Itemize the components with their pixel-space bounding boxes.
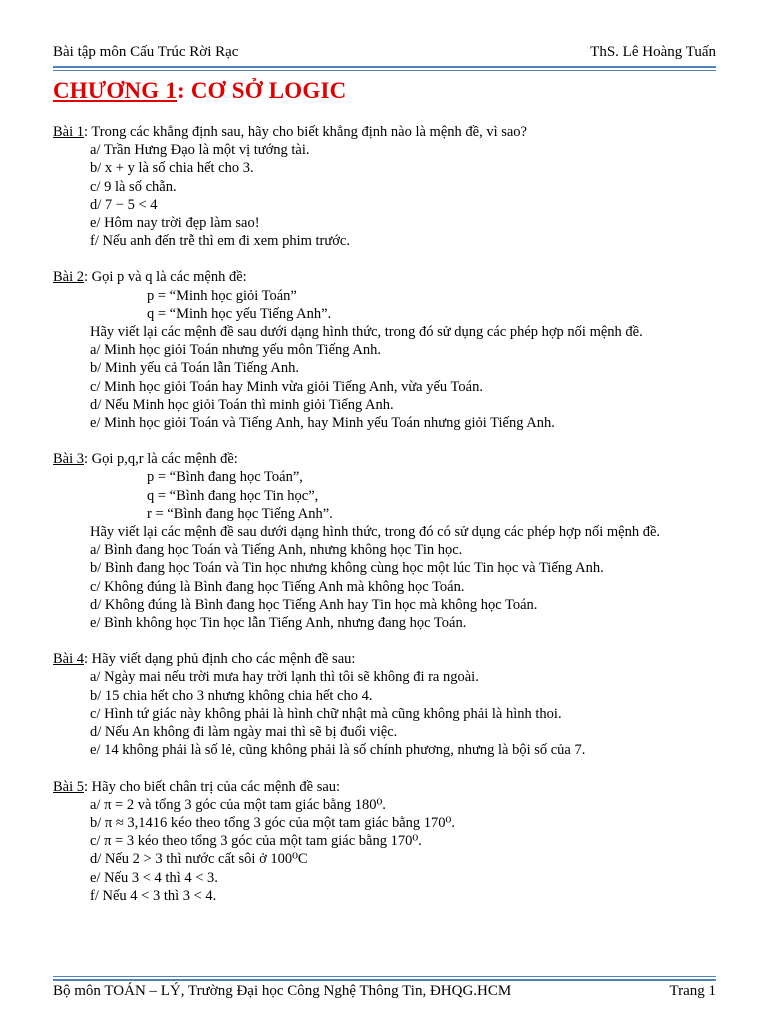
footer-rule (53, 976, 716, 981)
exercise-label: Bài 5 (53, 778, 85, 795)
list-item: d/ Không đúng là Bình đang học Tiếng Anh hay Tin học mà không học Toán. (90, 596, 538, 613)
list-item: d/ Nếu Minh học giỏi Toán thì minh giỏi Tiếng Anh. (90, 396, 394, 413)
list-item: b/ x + y là số chia hết cho 3. (90, 160, 254, 177)
page-footer (53, 983, 716, 1000)
list-item: b/ 15 chia hết cho 3 nhưng không chia hết cho 4. (90, 687, 373, 704)
proposition-definition: p = “Bình đang học Toán”, (147, 469, 303, 486)
list-item: d/ Nếu 2 > 3 thì nước cất sôi ở 100⁰C (90, 851, 308, 868)
exercise-question: Bài 3: Gọi p,q,r là các mệnh đề: (53, 451, 238, 468)
exercise-4 (53, 650, 716, 759)
page-number: Trang 1 (669, 983, 716, 999)
list-item: a/ Trần Hưng Đạo là một vị tướng tài. (90, 142, 310, 159)
proposition-definition: p = “Minh học giỏi Toán” (147, 287, 297, 304)
chapter-name: : CƠ SỞ LOGIC (177, 78, 347, 103)
list-item: f/ Nếu 4 < 3 thì 3 < 4. (90, 887, 217, 904)
list-item: e/ Bình không học Tin học lẫn Tiếng Anh, nhưng đang học Toán. (90, 615, 467, 632)
exercise-question: Bài 5: Hãy cho biết chân trị của các mệnh đề sau: (53, 778, 341, 795)
exercise-2 (53, 268, 716, 432)
exercise-3 (53, 450, 716, 632)
exercise-label: Bài 3 (53, 451, 85, 468)
exercise-question: Bài 2: Gọi p và q là các mệnh đề: (53, 269, 247, 286)
proposition-definition: q = “Bình đang học Tin học”, (147, 487, 319, 504)
exercise-content (53, 123, 716, 923)
exercise-label: Bài 1 (53, 124, 85, 140)
chapter-title (53, 78, 346, 104)
list-item: c/ Minh học giỏi Toán hay Minh vừa giỏi Tiếng Anh, vừa yếu Toán. (90, 378, 483, 395)
list-item: d/ Nếu An không đi làm ngày mai thì sẽ bị đuổi việc. (90, 724, 398, 741)
list-item: c/ Hình tứ giác này không phải là hình chữ nhật mà cũng không phải là hình thoi. (90, 705, 562, 722)
list-item: e/ Hôm nay trời đẹp làm sao! (90, 215, 260, 232)
exercise-instruction: Hãy viết lại các mệnh đề sau dưới dạng hình thức, trong đó sử dụng các phép hợp nối mệnh đề. (90, 324, 643, 341)
list-item: a/ Minh học giỏi Toán nhưng yếu môn Tiếng Anh. (90, 342, 381, 359)
list-item: c/ Không đúng là Bình đang học Tiếng Anh mà không học Toán. (90, 578, 465, 595)
list-item: b/ Bình đang học Toán và Tin học nhưng không cùng học một lúc Tin học và Tiếng Anh. (90, 560, 604, 577)
chapter-number: CHƯƠNG 1 (53, 78, 178, 103)
list-item: f/ Nếu anh đến trễ thì em đi xem phim trước. (90, 233, 350, 250)
list-item: e/ 14 không phải là số lẻ, cũng không phải là số chính phương, nhưng là bội số của 7. (90, 742, 586, 759)
list-item: c/ π = 3 kéo theo tổng 3 góc của một tam giác bằng 170⁰. (90, 833, 422, 850)
header-course-title: Bài tập môn Cấu Trúc Rời Rạc (53, 44, 239, 60)
exercise-question: Bài 1: Trong các khẳng định sau, hãy cho biết khẳng định nào là mệnh đề, vì sao? (53, 124, 527, 140)
exercise-label: Bài 4 (53, 651, 85, 668)
list-item: b/ π ≈ 3,1416 kéo theo tổng 3 góc của một tam giác bằng 170⁰. (90, 814, 455, 831)
proposition-definition: r = “Bình đang học Tiếng Anh”. (147, 505, 333, 522)
exercise-question: Bài 4: Hãy viết dạng phủ định cho các mệnh đề sau: (53, 651, 356, 668)
list-item: e/ Nếu 3 < 4 thì 4 < 3. (90, 869, 218, 886)
header-author: ThS. Lê Hoàng Tuấn (590, 44, 716, 60)
list-item: b/ Minh yếu cả Toán lẫn Tiếng Anh. (90, 360, 299, 377)
exercise-5 (53, 778, 716, 905)
header-rule (53, 66, 716, 71)
exercise-label: Bài 2 (53, 269, 85, 286)
page-header (53, 44, 716, 61)
list-item: d/ 7 − 5 < 4 (90, 196, 158, 213)
proposition-definition: q = “Minh học yếu Tiếng Anh”. (147, 305, 332, 322)
list-item: a/ Ngày mai nếu trời mưa hay trời lạnh thì tôi sẽ không đi ra ngoài. (90, 669, 479, 686)
list-item: e/ Minh học giỏi Toán và Tiếng Anh, hay Minh yếu Toán nhưng giỏi Tiếng Anh. (90, 415, 555, 432)
list-item: c/ 9 là số chẵn. (90, 178, 177, 195)
list-item: a/ Bình đang học Toán và Tiếng Anh, nhưng không học Tin học. (90, 542, 463, 559)
exercise-1 (53, 123, 716, 250)
footer-department: Bộ môn TOÁN – LÝ, Trường Đại học Công Nghệ Thông Tin, ĐHQG.HCM (53, 983, 512, 999)
list-item: a/ π = 2 và tổng 3 góc của một tam giác bằng 180⁰. (90, 796, 386, 813)
exercise-instruction: Hãy viết lại các mệnh đề sau dưới dạng hình thức, trong đó có sử dụng các phép hợp nối mệnh đề. (90, 524, 661, 541)
